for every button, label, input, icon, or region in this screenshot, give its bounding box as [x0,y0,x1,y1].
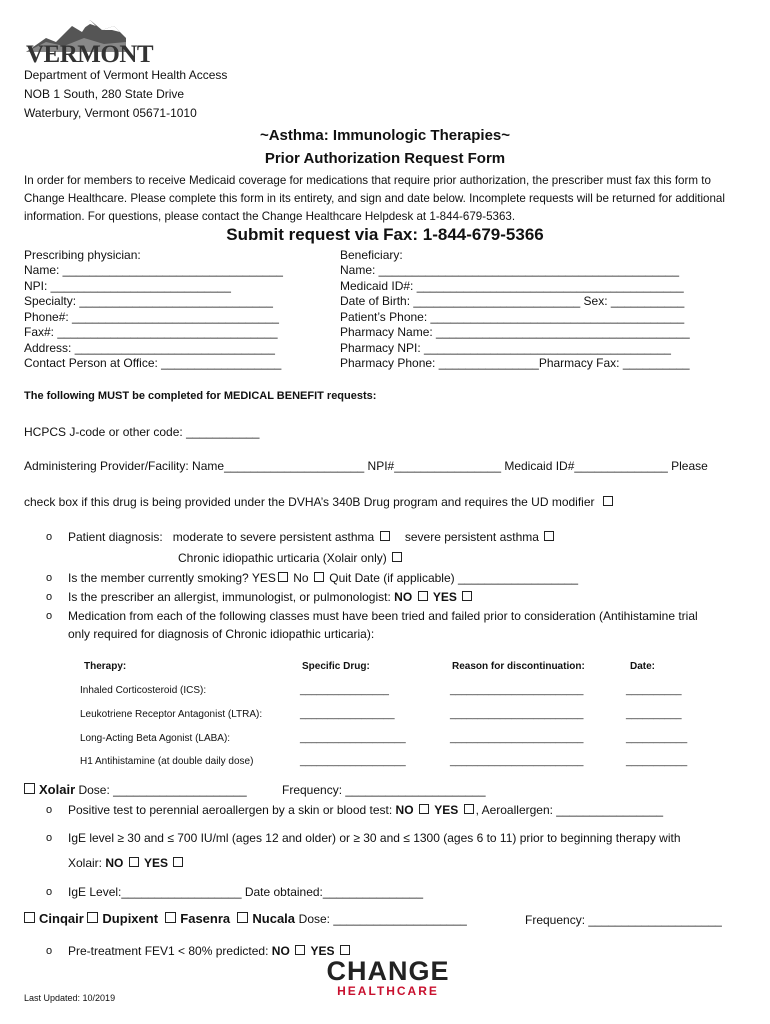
table-row-drug[interactable]: _________________ [300,709,395,720]
table-row-drug[interactable]: ___________________ [300,756,406,767]
dupixent-label: Dupixent [102,911,159,926]
pharmacy-name-field[interactable]: Pharmacy Name: ______________________________________ [340,325,690,339]
prescriber-specialty-field[interactable]: Specialty: _____________________________ [24,294,273,308]
bullet-medication: o [46,610,53,622]
fev1-row [68,944,352,958]
fev1-yes-label: YES [310,944,335,958]
vermont-logo-text: VERMONT [26,41,154,68]
checkbox-340b-label: check box if this drug is being provided under the DVHA’s 340B Drug program and requires the UD modifier [24,495,595,509]
allergist-no-checkbox[interactable] [418,591,428,601]
allergist-label: Is the prescriber an allergist, immunologist, or pulmonologist: [68,590,391,604]
positive-test-label: Positive test to perennial aeroallergen by a skin or blood test: [68,803,393,817]
diagnosis-opt2-label: severe persistent asthma [404,530,539,544]
prescriber-address-field[interactable]: Address: ______________________________ [24,341,275,355]
fev1-no-checkbox[interactable] [295,945,305,955]
prescriber-phone-field[interactable]: Phone#: _______________________________ [24,310,279,324]
fev1-label: Pre-treatment FEV1 < 80% predicted: [68,944,269,958]
nucala-label: Nucala [252,911,296,926]
table-row-drug[interactable]: ___________________ [300,733,406,744]
positive-test-yes-label: YES [434,803,459,817]
bullet-ige: o [46,832,53,844]
last-updated: Last Updated: 10/2019 [24,993,116,1003]
diagnosis-label: Patient diagnosis: [68,530,163,544]
cinqair-checkbox[interactable] [24,912,35,923]
table-row-reason[interactable]: ________________________ [450,685,584,696]
prescriber-npi-field[interactable]: NPI: ___________________________ [24,279,231,293]
ige-yes-checkbox[interactable] [173,857,183,867]
diagnosis-opt3-label: Chronic idiopathic urticaria (Xolair only) [178,551,387,565]
fasenra-checkbox[interactable] [165,912,176,923]
bullet-ige-level: o [46,886,53,898]
pharmacy-npi-field[interactable]: Pharmacy NPI: _____________________________________ [340,341,671,355]
table-row-date[interactable]: __________ [626,709,682,720]
ige-no-label: NO [105,856,124,870]
date-header: Date: [630,661,656,672]
intro-paragraph: In order for members to receive Medicaid coverage for medications that require prior authorization, the prescriber must fax this form to Change Healthcare. Please complete this form in its entirety, and sign and date below. Incomplete requests will be returned for additional information. For questions, please contact the Change Healthcare Helpdesk at 1-844-679-5363. [24,174,725,223]
allergist-row [68,590,474,604]
dept-line-2: NOB 1 South, 280 State Drive [24,87,185,101]
medication-line-1: Medication from each of the following classes must have been tried and failed prior to consideration (Antihistamine trial [68,609,698,623]
pharmacy-phone-field[interactable]: Pharmacy Phone: _______________Pharmacy Fax: __________ [340,356,690,370]
diagnosis-opt3-row [178,551,404,565]
beneficiary-heading: Beneficiary: [340,248,403,262]
aeroallergen-field[interactable]: , Aeroallergen: ________________ [475,803,664,817]
medication-line-2: only required for diagnosis of Chronic idiopathic urticaria): [68,627,375,641]
nucala-checkbox[interactable] [237,912,248,923]
other-drugs-frequency-field[interactable]: Frequency: ____________________ [525,913,722,927]
medical-benefit-heading: The following MUST be completed for MEDICAL BENEFIT requests: [24,390,377,402]
table-row-drug[interactable]: ________________ [300,685,389,696]
fasenra-label: Fasenra [180,911,231,926]
dept-line-3: Waterbury, Vermont 05671-1010 [24,106,197,120]
ige-level-field[interactable]: IgE Level:__________________ Date obtained:_______________ [68,885,423,899]
diagnosis-opt1-checkbox[interactable] [380,531,390,541]
reason-header: Reason for discontinuation: [452,661,585,672]
form-title-1: ~Asthma: Immunologic Therapies~ [259,127,511,144]
positive-test-row [68,803,663,817]
beneficiary-phone-field[interactable]: Patient’s Phone: ______________________________________ [340,310,685,324]
healthcare-logo-text: HEALTHCARE [337,984,439,998]
bullet-allergist: o [46,591,53,603]
xolair-label: Xolair [39,782,76,797]
table-row-therapy: Long-Acting Beta Agonist (LABA): [80,733,231,744]
positive-test-yes-checkbox[interactable] [464,804,474,814]
diagnosis-row [68,530,556,544]
fax-heading: Submit request via Fax: 1-844-679-5366 [226,225,544,244]
table-row-reason[interactable]: ________________________ [450,709,584,720]
ige-no-checkbox[interactable] [129,857,139,867]
therapy-header: Therapy: [84,661,127,672]
dupixent-checkbox[interactable] [87,912,98,923]
cinqair-label: Cinqair [39,911,84,926]
form-title-2: Prior Authorization Request Form [264,150,506,167]
fev1-yes-checkbox[interactable] [340,945,350,955]
bullet-diagnosis: o [46,531,53,543]
change-healthcare-logo [322,956,454,998]
positive-test-no-label: NO [395,803,414,817]
smoking-no-label: No [293,571,309,585]
other-drugs-dose-field[interactable]: Dose: ____________________ [298,912,467,926]
table-row-therapy: Inhaled Corticosteroid (ICS): [80,685,207,696]
positive-test-no-checkbox[interactable] [419,804,429,814]
bullet-fev1: o [46,945,53,957]
xolair-checkbox[interactable] [24,783,35,794]
table-row-date[interactable]: ___________ [626,733,688,744]
smoking-quit-field[interactable]: Quit Date (if applicable) __________________ [329,571,579,585]
ige-xolair-row [68,856,185,870]
prescriber-name-field[interactable]: Name: _________________________________ [24,263,283,277]
bullet-positive-test: o [46,804,53,816]
table-row-therapy: Leukotriene Receptor Antagonist (LTRA): [80,709,263,720]
hcpcs-field[interactable]: HCPCS J-code or other code: ___________ [24,425,260,439]
specific-drug-header: Specific Drug: [302,661,370,672]
diagnosis-opt1-label: moderate to severe persistent asthma [172,530,375,544]
bullet-smoking: o [46,572,53,584]
table-row-reason[interactable]: ________________________ [450,733,584,744]
checkbox-340b-row [24,495,615,509]
checkbox-340b[interactable] [603,496,613,506]
table-row-reason[interactable]: ________________________ [450,756,584,767]
xolair-row [24,782,247,797]
allergist-yes-checkbox[interactable] [462,591,472,601]
administering-provider-field[interactable]: Administering Provider/Facility: Name_____________________ NPI#________________ Medicaid ID#______________ Please [24,459,708,473]
prescriber-contact-field[interactable]: Contact Person at Office: __________________ [24,356,282,370]
table-row-date[interactable]: ___________ [626,756,688,767]
xolair-frequency-field[interactable]: Frequency: _____________________ [282,783,486,797]
smoking-yes-checkbox[interactable] [278,572,288,582]
prescriber-heading: Prescribing physician: [24,248,141,262]
ige-criteria: IgE level ≥ 30 and ≤ 700 IU/ml (ages 12 and older) or ≥ 30 and ≤ 1300 (ages 6 to 11) prior to beginning therapy with [68,831,681,845]
diagnosis-opt3-checkbox[interactable] [392,552,402,562]
allergist-yes-label: YES [432,590,457,604]
allergist-no-label: NO [394,590,413,604]
ige-xolair-label: Xolair: [68,856,103,870]
beneficiary-dob-field[interactable]: Date of Birth: _________________________ Sex: ___________ [340,294,685,308]
change-logo-text: CHANGE [326,956,450,986]
smoking-label: Is the member currently smoking? YES [68,571,276,585]
xolair-dose-field[interactable]: Dose: ____________________ [78,783,247,797]
table-row-therapy: H1 Antihistamine (at double daily dose) [80,756,254,767]
smoking-no-checkbox[interactable] [314,572,324,582]
dept-line-1: Department of Vermont Health Access [24,68,228,82]
diagnosis-opt2-checkbox[interactable] [544,531,554,541]
table-row-date[interactable]: __________ [626,685,682,696]
beneficiary-name-field[interactable]: Name: _____________________________________________ [340,263,679,277]
ige-yes-label: YES [144,856,169,870]
prescriber-fax-field[interactable]: Fax#: _________________________________ [24,325,278,339]
fev1-no-label: NO [271,944,290,958]
beneficiary-medicaid-field[interactable]: Medicaid ID#: ________________________________________ [340,279,684,293]
other-drugs-row [24,911,467,926]
smoking-row [68,571,578,585]
